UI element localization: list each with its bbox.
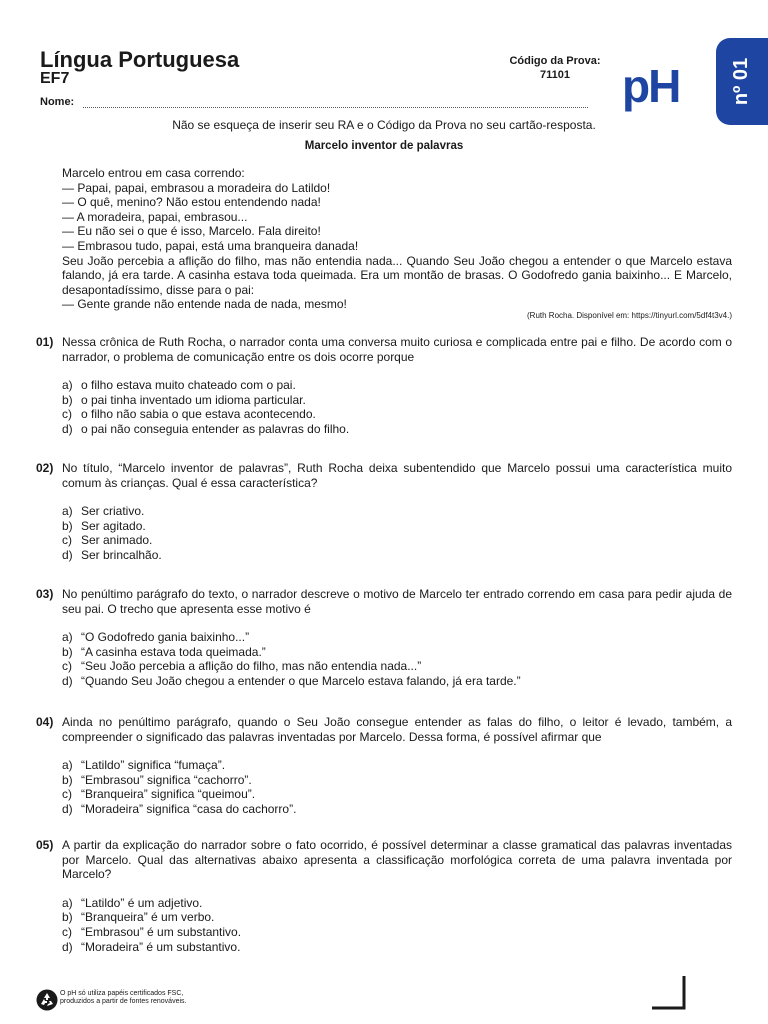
- question-number: 05): [36, 838, 54, 852]
- grade-label: EF7: [40, 70, 70, 87]
- option-c[interactable]: c) “Seu João percebia a aflição do filho, mas não entendia nada...”: [62, 659, 422, 674]
- exam-code: [490, 54, 620, 82]
- question-number: 02): [36, 461, 54, 475]
- option-a[interactable]: a) “O Godofredo gania baixinho...”: [62, 630, 250, 645]
- exam-number: nº 01: [730, 57, 753, 106]
- footer-note: [60, 990, 186, 1006]
- option-a[interactable]: a) “Latildo” é um adjetivo.: [62, 895, 203, 910]
- instruction: Não se esqueça de inserir seu RA e o Código da Prova no seu cartão-resposta.: [172, 118, 596, 132]
- option-c[interactable]: c) “Branqueira” significa “queimou”.: [62, 787, 256, 802]
- option-b[interactable]: b) “Embrasou” significa “cachorro”.: [62, 772, 252, 787]
- name-field[interactable]: [40, 96, 588, 110]
- question-number: 01): [36, 335, 54, 349]
- question-5: [36, 838, 732, 954]
- story-line: — Gente grande não entende nada de nada, mesmo!: [62, 297, 347, 312]
- story-line: — Embrasou tudo, papai, está uma branqueira danada!: [62, 238, 359, 253]
- question-1: [36, 335, 732, 437]
- question-3: [36, 587, 732, 689]
- name-line: [83, 107, 588, 108]
- source-citation: (Ruth Rocha. Disponível em: https://tinyurl.com/5df4t3v4.): [527, 311, 732, 320]
- footer-line: O pH só utiliza papéis certificados FSC,: [60, 990, 184, 997]
- option-c[interactable]: c) “Embrasou” é um substantivo.: [62, 924, 242, 939]
- option-a[interactable]: a) Ser criativo.: [62, 504, 145, 519]
- question-text: No penúltimo parágrafo do texto, o narrador descreve o motivo de Marcelo ter entrado correndo em casa para pedir ajuda de seu pai. O trecho que apresenta esse motivo é: [62, 587, 732, 616]
- option-d[interactable]: d) “Moradeira” é um substantivo.: [62, 939, 241, 954]
- corner-mark: [648, 972, 688, 1012]
- ph-logo: pH: [622, 60, 680, 112]
- subject-title: Língua Portuguesa: [40, 47, 240, 72]
- option-b[interactable]: b) o pai tinha inventado um idioma particular.: [62, 392, 306, 407]
- text-title: Marcelo inventor de palavras: [304, 140, 464, 152]
- story-line: — Eu não sei o que é isso, Marcelo. Fala direito!: [62, 224, 321, 239]
- recycle-icon: [36, 989, 58, 1011]
- option-a[interactable]: a) o filho estava muito chateado com o pai.: [62, 378, 296, 393]
- option-d[interactable]: d) o pai não conseguia entender as palavras do filho.: [62, 421, 350, 436]
- question-text: Nessa crônica de Ruth Rocha, o narrador conta uma conversa muito curiosa e complicada entre pai e filho. De acordo com o narrador, o problema de comunicação entre os dois ocorre porque: [62, 335, 732, 364]
- exam-number-badge: [716, 38, 768, 125]
- story-line: — Papai, papai, embrasou a moradeira do Latildo!: [62, 180, 331, 195]
- option-b[interactable]: b) “Branqueira” é um verbo.: [62, 910, 215, 925]
- question-text: A partir da explicação do narrador sobre o fato ocorrido, é possível determinar a classe gramatical das palavras inventadas por Marcelo. Qual das alternativas abaixo apresenta a classificação morfológica correta de uma palavra inventada por Marcelo?: [62, 838, 732, 882]
- option-b[interactable]: b) Ser agitado.: [62, 518, 146, 533]
- option-a[interactable]: a) “Latildo” significa “fumaça”.: [62, 758, 226, 773]
- story-line: Marcelo entrou em casa correndo:: [62, 166, 245, 180]
- question-text: No título, “Marcelo inventor de palavras”, Ruth Rocha deixa subentendido que Marcelo possui uma característica muito comum às crianças. Qual é essa característica?: [62, 461, 732, 490]
- option-d[interactable]: d) Ser brincalhão.: [62, 547, 162, 562]
- question-number: 04): [36, 715, 54, 729]
- option-c[interactable]: c) Ser animado.: [62, 533, 153, 548]
- story-line: — A moradeira, papai, embrasou...: [62, 209, 248, 224]
- question-text: Ainda no penúltimo parágrafo, quando o Seu João consegue entender as falas do filho, o leitor é levado, também, a compreender o significado das palavras inventadas por Marcelo. Dessa forma, é possível afirmar que: [62, 715, 732, 744]
- question-4: [36, 715, 732, 817]
- option-d[interactable]: d) “Moradeira” significa “casa do cachorro”.: [62, 801, 297, 816]
- option-d[interactable]: d) “Quando Seu João chegou a entender o que Marcelo estava falando, já era tarde.”: [62, 673, 521, 688]
- story-text: [62, 166, 732, 312]
- option-b[interactable]: b) “A casinha estava toda queimada.”: [62, 644, 266, 659]
- exam-code-label: Código da Prova:: [509, 55, 601, 67]
- story-paragraph: Seu João percebia a aflição do filho, mas não entendia nada... Quando Seu João chegou a entender o que Marcelo estava falando, já era tarde. A casinha estava toda queimada. Era um montão de brasas. O Godofredo gania baixinho... E Marcelo, desapontadíssimo, disse para o pai:: [62, 253, 732, 297]
- story-line: — O quê, menino? Não estou entendendo nada!: [62, 195, 321, 210]
- exam-code-value: 71101: [540, 69, 570, 81]
- footer-line: produzidos a partir de fontes renováveis.: [60, 998, 187, 1005]
- question-2: [36, 461, 732, 563]
- name-label: Nome:: [40, 96, 75, 108]
- question-number: 03): [36, 587, 54, 601]
- option-c[interactable]: c) o filho não sabia o que estava acontecendo.: [62, 407, 316, 422]
